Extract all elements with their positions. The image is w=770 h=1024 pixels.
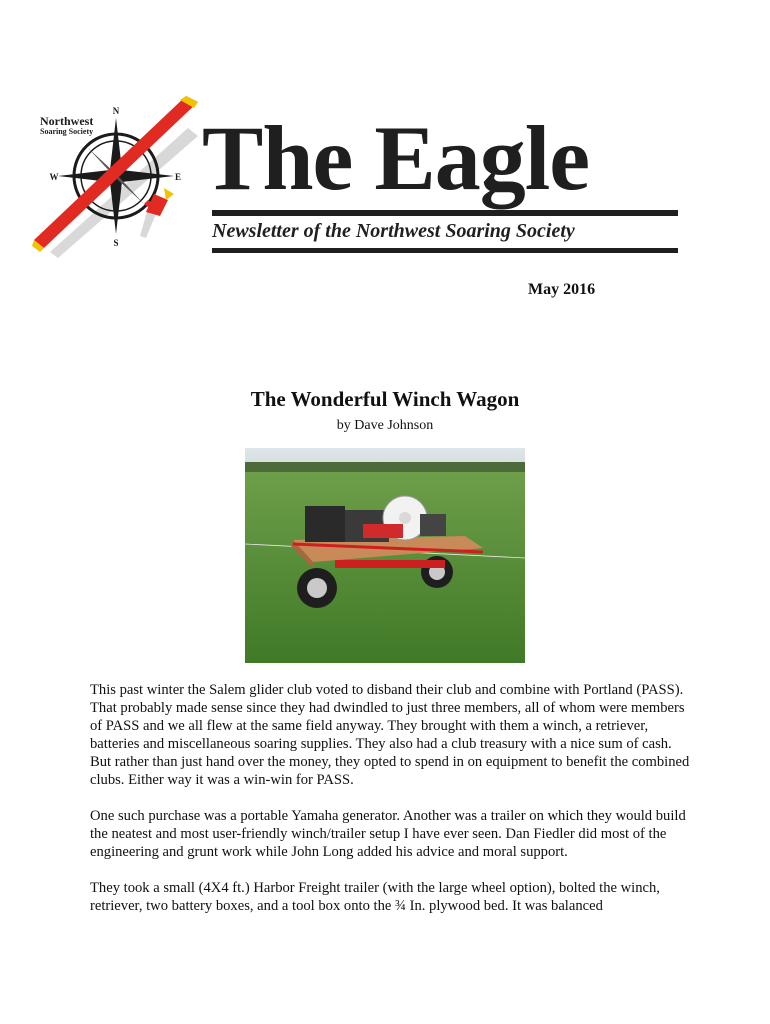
article-heading — [235, 387, 535, 434]
article-title: The Wonderful Winch Wagon — [250, 387, 520, 411]
article-byline: by Dave Johnson — [336, 418, 434, 433]
newsletter-title: The Eagle — [202, 107, 590, 209]
shadow-glider-icon — [50, 128, 198, 258]
society-name-line2: Soaring Society — [40, 127, 94, 136]
article-paragraph: They took a small (4X4 ft.) Harbor Freight trailer (with the large wheel option), bolted the winch, retriever, two battery boxes, and a tool box onto the ¾ In. plywood bed. It was balanced — [90, 880, 660, 914]
issue-date: May 2016 — [528, 281, 596, 298]
compass-north-label: N — [112, 106, 120, 116]
compass-east-label: E — [174, 172, 182, 182]
masthead-rule-top — [212, 210, 678, 216]
winch-wagon-photo — [245, 448, 525, 663]
article-paragraph: This past winter the Salem glider club voted to disband their club and combine with Portland (PASS). That probably made sense since they had dwindled to just three members, all of whom were members of PASS and we all flew at the same field anyway. They brought with them a winch, a retriever, batteries and miscellaneous soaring supplies. They also had a club treasury with a nice sum of cash. But rather than just hand over the money, they opted to spend in on equipment to benefit the combined clubs. Either way it was a win-win for PASS. — [90, 682, 690, 788]
article-body — [90, 681, 690, 933]
masthead-rule-bottom — [212, 248, 678, 253]
compass-south-label: S — [113, 238, 119, 248]
society-name-line1: Northwest — [40, 114, 94, 128]
article-paragraph: One such purchase was a portable Yamaha generator. Another was a trailer on which they would build the neatest and most user-friendly winch/trailer setup I have ever seen. Dan Fiedler did most of the engineering and grunt work while John Long added his advice and moral support. — [90, 808, 686, 860]
society-name — [40, 115, 93, 136]
compass-west-label: W — [49, 172, 59, 182]
newsletter-subtitle: Newsletter of the Northwest Soaring Society — [212, 220, 575, 242]
